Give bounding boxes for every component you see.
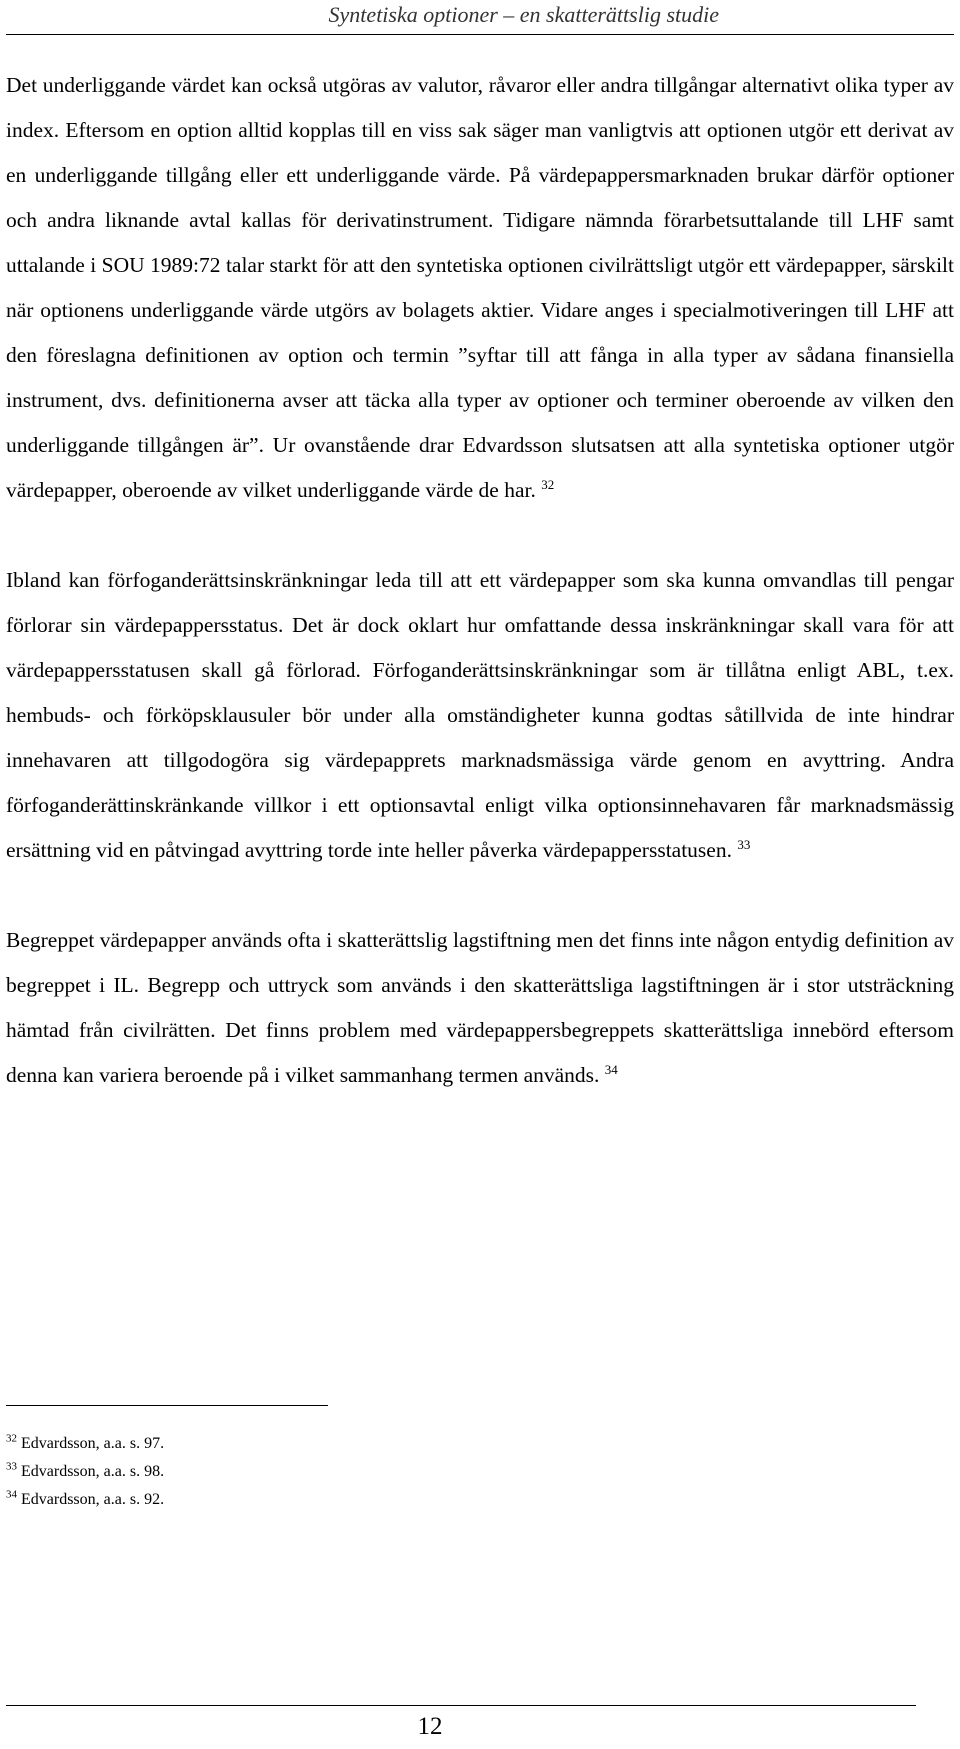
body-text	[6, 63, 954, 1098]
footnote-text: Edvardsson, a.a. s. 98.	[21, 1463, 165, 1480]
footnote-number: 34	[6, 1488, 17, 1501]
page-number: 12	[417, 1713, 443, 1740]
footnote-separator	[6, 1405, 328, 1406]
page-header	[0, 0, 960, 40]
footer-divider	[6, 1705, 916, 1706]
footnote-reference: 34	[604, 1061, 618, 1077]
footnote-reference: 32	[541, 476, 555, 492]
running-title: Syntetiska optioner – en skatterättslig studie	[328, 2, 719, 27]
footnotes	[6, 1430, 954, 1514]
footnote-text: Edvardsson, a.a. s. 97.	[21, 1435, 165, 1452]
footnote-item	[6, 1430, 954, 1458]
paragraph-2	[6, 558, 954, 873]
paragraph-3	[6, 918, 954, 1098]
header-divider	[6, 34, 954, 35]
footnote-text: Edvardsson, a.a. s. 92.	[21, 1491, 165, 1508]
footnote-reference: 33	[737, 836, 751, 852]
paragraph-1	[6, 63, 954, 513]
paragraph-text: Ibland kan förfoganderättsinskränkningar leda till att ett värdepapper som ska kunna omvandlas till pengar förlorar sin värdepappersstatus. Det är dock oklart hur omfattande dessa inskränkningar skall vara för att värdepappersstatusen skall gå förlorad. Förfoganderättsinskränkningar som är tillåtna enligt ABL, t.ex. hembuds- och förköpsklausuler bör under alla omständigheter kunna godtas såtillvida de inte hindrar innehavaren att tillgodogöra sig värdepapprets marknadsmässiga värde genom en avyttring. Andra förfoganderättinskränkande villkor i ett optionsavtal enligt vilka optionsinnehavaren får marknadsmässig ersättning vid en påtvingad avyttring torde inte heller påverka värdepappersstatusen.	[6, 568, 954, 862]
footnote-item	[6, 1458, 954, 1486]
footnote-number: 32	[6, 1432, 17, 1445]
footnote-item	[6, 1486, 954, 1514]
footnote-number: 33	[6, 1460, 17, 1473]
paragraph-text: Det underliggande värdet kan också utgöras av valutor, råvaror eller andra tillgångar alternativt olika typer av index. Eftersom en option alltid kopplas till en viss sak säger man vanligtvis att optionen utgör ett derivat av en underliggande tillgång eller ett underliggande värde. På värdepappersmarknaden brukar därför optioner och andra liknande avtal kallas för derivatinstrument. Tidigare nämnda förarbetsuttalande till LHF samt uttalande i SOU 1989:72 talar starkt för att den syntetiska optionen civilrättsligt utgör ett värdepapper, särskilt när optionens underliggande värde utgörs av bolagets aktier. Vidare anges i specialmotiveringen till LHF att den föreslagna definitionen av option och termin ”syftar till att fånga in alla typer av sådana finansiella instrument, dvs. definitionerna avser att täcka alla typer av optioner och terminer oberoende av vilken den underliggande tillgången är”. Ur ovanstående drar Edvardsson slutsatsen att alla syntetiska optioner utgör värdepapper, oberoende av vilket underliggande värde de har.	[6, 73, 954, 502]
paragraph-text: Begreppet värdepapper används ofta i skatterättslig lagstiftning men det finns inte någon entydig definition av begreppet i IL. Begrepp och uttryck som används i den skatterättsliga lagstiftningen är i stor utsträckning hämtad från civilrätten. Det finns problem med värdepappersbegreppets skatterättsliga innebörd eftersom denna kan variera beroende på i vilket sammanhang termen används.	[6, 928, 954, 1087]
